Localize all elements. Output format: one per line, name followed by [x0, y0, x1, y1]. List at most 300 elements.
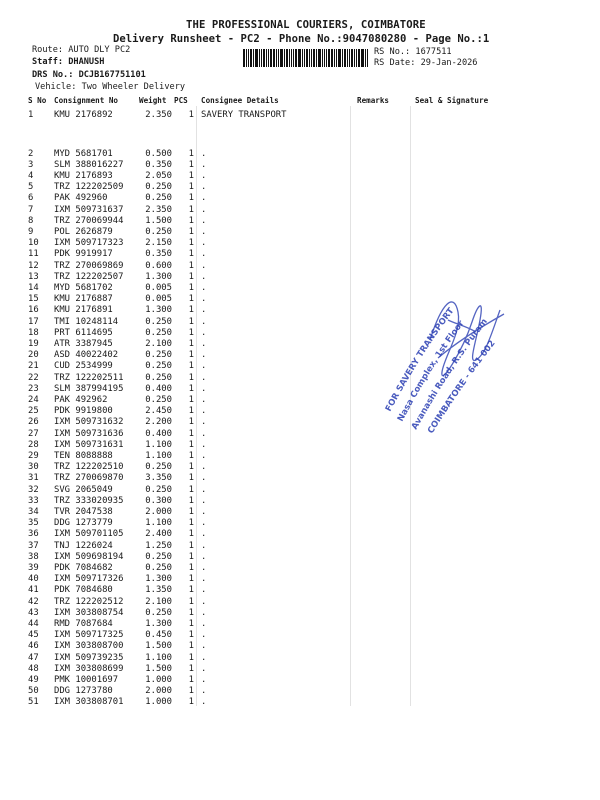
row-weight: 0.250 [145, 551, 172, 562]
row-pcs: 1 [188, 641, 194, 652]
vehicle-label: Vehicle: Two Wheeler Delivery [35, 82, 186, 92]
row-pcs: 1 [188, 238, 194, 249]
row-consignment: TRZ 270069869 [54, 260, 124, 271]
row-consignee: . [201, 361, 207, 372]
row-weight: 1.500 [145, 215, 172, 226]
row-pcs: 1 [188, 439, 194, 450]
row-pcs: 1 [188, 182, 194, 193]
row-weight: 2.200 [145, 417, 172, 428]
row-consignee: . [201, 630, 207, 641]
row-weight: 1.350 [145, 585, 172, 596]
row-consignment: ATR 3387945 [54, 338, 113, 349]
row-pcs: 1 [188, 562, 194, 573]
row-consignment: IXM 509731632 [54, 417, 124, 428]
row-pcs: 1 [188, 686, 194, 697]
row-consignee: . [201, 305, 207, 316]
row-weight: 0.250 [145, 607, 172, 618]
row-pcs: 1 [188, 574, 194, 585]
row-consignee: . [201, 428, 207, 439]
row-sno: 7 [28, 204, 34, 215]
barcode-bar [295, 49, 297, 67]
barcode-bar [266, 49, 267, 67]
row-consignment: TRZ 122202509 [54, 182, 124, 193]
row-consignee: . [201, 148, 207, 159]
row-consignee: . [201, 663, 207, 674]
row-sno: 48 [28, 663, 39, 674]
row-consignment: SLM 387994195 [54, 383, 124, 394]
row-consignment: KMU 2176893 [54, 170, 113, 181]
row-consignee: . [201, 686, 207, 697]
row-sno: 13 [28, 271, 39, 282]
barcode-bar [276, 49, 277, 67]
stamp-line-3: Avanashi Road, R.S. Puram [409, 317, 490, 432]
row-weight: 0.250 [145, 193, 172, 204]
row-sno: 18 [28, 327, 39, 338]
row-pcs: 1 [188, 450, 194, 461]
row-sno: 50 [28, 686, 39, 697]
row-consignment: IXM 303808700 [54, 641, 124, 652]
row-consignment: IXM 509717323 [54, 238, 124, 249]
row-consignment: PAK 492960 [54, 193, 108, 204]
row-pcs: 1 [188, 697, 194, 708]
row-consignee: . [201, 249, 207, 260]
barcode-bar [291, 49, 292, 67]
row-consignment: RMD 7087684 [54, 618, 113, 629]
row-weight: 2.400 [145, 529, 172, 540]
row-consignee: . [201, 406, 207, 417]
row-weight: 0.250 [145, 394, 172, 405]
row-weight: 1.500 [145, 641, 172, 652]
column-header-remarks: Remarks [357, 96, 390, 105]
row-weight: 1.000 [145, 697, 172, 708]
row-consignment: TVR 2047538 [54, 506, 113, 517]
row-consignee: . [201, 562, 207, 573]
row-sno: 43 [28, 607, 39, 618]
row-weight: 2.050 [145, 170, 172, 181]
row-sno: 20 [28, 350, 39, 361]
barcode-bar [347, 49, 348, 67]
row-sno: 41 [28, 585, 39, 596]
row-consignee: . [201, 506, 207, 517]
row-weight: 1.100 [145, 439, 172, 450]
row-pcs: 1 [188, 316, 194, 327]
row-pcs: 1 [188, 406, 194, 417]
row-sno: 46 [28, 641, 39, 652]
row-pcs: 1 [188, 495, 194, 506]
row-consignment: ASD 40022402 [54, 350, 119, 361]
row-consignee: . [201, 551, 207, 562]
rs-date: RS Date: 29-Jan-2026 [374, 58, 478, 68]
row-pcs: 1 [188, 529, 194, 540]
row-pcs: 1 [188, 674, 194, 685]
row-sno: 28 [28, 439, 39, 450]
row-weight: 2.350 [145, 110, 172, 120]
row-consignee: . [201, 215, 207, 226]
row-consignee: . [201, 697, 207, 708]
barcode-bar [293, 49, 294, 67]
row-sno: 42 [28, 596, 39, 607]
row-pcs: 1 [188, 193, 194, 204]
row-consignment: PDK 9919800 [54, 406, 113, 417]
row-sno: 2 [28, 148, 34, 159]
row-pcs: 1 [188, 282, 194, 293]
row-pcs: 1 [188, 417, 194, 428]
row-consignment: KMU 2176891 [54, 305, 113, 316]
row-consignee: . [201, 529, 207, 540]
row-pcs: 1 [188, 484, 194, 495]
row-sno: 1 [28, 110, 34, 120]
row-pcs: 1 [188, 148, 194, 159]
row-pcs: 1 [188, 663, 194, 674]
row-weight: 0.500 [145, 148, 172, 159]
row-consignment: IXM 509731636 [54, 428, 124, 439]
row-consignee: . [201, 585, 207, 596]
row-pcs: 1 [188, 607, 194, 618]
row-consignee: . [201, 540, 207, 551]
row-consignee: . [201, 618, 207, 629]
barcode-bar [316, 49, 317, 67]
row-consignee: . [201, 226, 207, 237]
row-consignment: DDG 1273779 [54, 518, 113, 529]
row-weight: 0.250 [145, 226, 172, 237]
barcode-bar [263, 49, 265, 67]
column-header-weight: Weight [139, 96, 167, 105]
row-sno: 15 [28, 294, 39, 305]
row-consignee: . [201, 260, 207, 271]
row-consignment: TEN 8088888 [54, 450, 113, 461]
row-consignee: . [201, 462, 207, 473]
row-pcs: 1 [188, 170, 194, 181]
row-weight: 2.000 [145, 686, 172, 697]
row-consignment: IXM 509731637 [54, 204, 124, 215]
company-title: THE PROFESSIONAL COURIERS, COIMBATORE [186, 19, 426, 31]
row-consignment: KMU 2176892 [54, 110, 113, 120]
row-consignment: PRT 6114695 [54, 327, 113, 338]
row-sno: 9 [28, 226, 34, 237]
row-sno: 23 [28, 383, 39, 394]
row-pcs: 1 [188, 361, 194, 372]
row-consignee: . [201, 159, 207, 170]
row-sno: 38 [28, 551, 39, 562]
column-divider [196, 106, 197, 706]
row-weight: 0.250 [145, 316, 172, 327]
row-pcs: 1 [188, 226, 194, 237]
row-sno: 30 [28, 462, 39, 473]
row-pcs: 1 [188, 462, 194, 473]
row-consignee: . [201, 372, 207, 383]
barcode-bar [289, 49, 290, 67]
row-consignee: . [201, 674, 207, 685]
row-pcs: 1 [188, 596, 194, 607]
row-sno: 3 [28, 159, 34, 170]
row-consignee: . [201, 417, 207, 428]
row-pcs: 1 [188, 585, 194, 596]
row-weight: 2.000 [145, 506, 172, 517]
row-consignment: IXM 509739235 [54, 652, 124, 663]
barcode-image [243, 49, 369, 67]
row-sno: 27 [28, 428, 39, 439]
row-consignee: . [201, 193, 207, 204]
row-consignee: . [201, 641, 207, 652]
row-pcs: 1 [188, 630, 194, 641]
row-consignee: . [201, 652, 207, 663]
column-header-consignee: Consignee Details [201, 96, 279, 105]
row-weight: 0.350 [145, 159, 172, 170]
row-sno: 14 [28, 282, 39, 293]
row-sno: 35 [28, 518, 39, 529]
barcode-bar [338, 49, 341, 67]
column-header-pcs: PCS [174, 96, 188, 105]
barcode-bar [278, 49, 279, 67]
row-sno: 32 [28, 484, 39, 495]
barcode-bar [367, 49, 368, 67]
barcode-bar [344, 49, 346, 67]
row-pcs: 1 [188, 473, 194, 484]
column-header-consignment: Consignment No [54, 96, 119, 105]
runsheet-title: Delivery Runsheet - PC2 - Phone No.:9047080280 - Page No.:1 [113, 33, 490, 45]
row-weight: 1.500 [145, 663, 172, 674]
barcode-bar [302, 49, 303, 67]
barcode-bar [334, 49, 335, 67]
barcode-bar [304, 49, 305, 67]
row-weight: 2.150 [145, 238, 172, 249]
row-consignment: PAK 492962 [54, 394, 108, 405]
row-sno: 5 [28, 182, 34, 193]
row-pcs: 1 [188, 394, 194, 405]
row-weight: 1.300 [145, 271, 172, 282]
row-weight: 0.250 [145, 182, 172, 193]
row-consignment: MYD 5681701 [54, 148, 113, 159]
row-sno: 37 [28, 540, 39, 551]
row-sno: 33 [28, 495, 39, 506]
row-pcs: 1 [188, 327, 194, 338]
stamp-line-2: Nasa Complex, 1st Floor [395, 318, 467, 424]
row-consignee: . [201, 607, 207, 618]
row-weight: 1.000 [145, 674, 172, 685]
staff-label: Staff: DHANUSH [32, 57, 105, 67]
column-header-seal: Seal & Signature [415, 96, 489, 105]
row-consignment: IXM 303808701 [54, 697, 124, 708]
row-weight: 0.250 [145, 350, 172, 361]
row-consignment: IXM 509731631 [54, 439, 124, 450]
row-consignee: . [201, 182, 207, 193]
barcode-bar [313, 49, 315, 67]
row-consignee: . [201, 394, 207, 405]
row-sno: 21 [28, 361, 39, 372]
barcode-bar [268, 49, 269, 67]
row-consignment: PDK 7084682 [54, 562, 113, 573]
row-pcs: 1 [188, 215, 194, 226]
barcode-bar [356, 49, 357, 67]
row-pcs: 1 [188, 294, 194, 305]
row-weight: 0.400 [145, 383, 172, 394]
row-pcs: 1 [188, 506, 194, 517]
row-pcs: 1 [188, 540, 194, 551]
row-consignment: IXM 509701105 [54, 529, 124, 540]
row-consignment: SLM 388016227 [54, 159, 124, 170]
row-consignment: IXM 303808754 [54, 607, 124, 618]
barcode-bar [365, 49, 366, 67]
row-consignment: MYD 5681702 [54, 282, 113, 293]
row-consignee: . [201, 338, 207, 349]
row-sno: 36 [28, 529, 39, 540]
row-weight: 3.350 [145, 473, 172, 484]
barcode-bar [309, 49, 310, 67]
row-consignee: . [201, 327, 207, 338]
row-weight: 1.300 [145, 574, 172, 585]
row-weight: 0.005 [145, 282, 172, 293]
barcode-bar [358, 49, 360, 67]
row-sno: 16 [28, 305, 39, 316]
stamp-line-4: COIMBATORE - 641 002 [426, 338, 498, 436]
row-pcs: 1 [188, 305, 194, 316]
row-sno: 11 [28, 249, 39, 260]
barcode-bar [243, 49, 245, 67]
row-pcs: 1 [188, 518, 194, 529]
row-pcs: 1 [188, 338, 194, 349]
row-weight: 1.100 [145, 518, 172, 529]
barcode-bar [246, 49, 247, 67]
barcode-bar [253, 49, 254, 67]
barcode-bar [248, 49, 249, 67]
row-weight: 2.350 [145, 204, 172, 215]
barcode-bar [250, 49, 252, 67]
row-weight: 0.300 [145, 495, 172, 506]
row-consignment: TRZ 122202511 [54, 372, 124, 383]
row-weight: 1.250 [145, 540, 172, 551]
row-consignment: IXM 303808699 [54, 663, 124, 674]
row-sno: 34 [28, 506, 39, 517]
row-consignee: SAVERY TRANSPORT [201, 110, 287, 120]
barcode-bar [318, 49, 321, 67]
row-consignment: TRZ 333020935 [54, 495, 124, 506]
barcode-bar [349, 49, 350, 67]
row-weight: 2.450 [145, 406, 172, 417]
row-weight: 0.400 [145, 428, 172, 439]
row-sno: 47 [28, 652, 39, 663]
row-sno: 10 [28, 238, 39, 249]
row-consignee: . [201, 204, 207, 215]
row-consignment: PDK 7084680 [54, 585, 113, 596]
row-consignment: KMU 2176887 [54, 294, 113, 305]
row-pcs: 1 [188, 159, 194, 170]
row-pcs: 1 [188, 350, 194, 361]
barcode-bar [328, 49, 330, 67]
row-consignee: . [201, 450, 207, 461]
stamp-line-1: FOR SAVERY TRANSPORT [383, 306, 457, 414]
row-consignment: TRZ 122202507 [54, 271, 124, 282]
row-consignment: POL 2626879 [54, 226, 113, 237]
row-consignment: TRZ 270069870 [54, 473, 124, 484]
barcode-bar [284, 49, 285, 67]
row-pcs: 1 [188, 204, 194, 215]
row-pcs: 1 [188, 551, 194, 562]
row-weight: 1.100 [145, 652, 172, 663]
barcode-bar [326, 49, 327, 67]
row-consignee: . [201, 170, 207, 181]
barcode-bar [354, 49, 355, 67]
column-header-sno: S No [28, 96, 47, 105]
row-weight: 2.100 [145, 338, 172, 349]
row-sno: 51 [28, 697, 39, 708]
row-weight: 1.300 [145, 305, 172, 316]
row-consignment: TRZ 270069944 [54, 215, 124, 226]
column-divider [350, 106, 351, 706]
row-consignee: . [201, 271, 207, 282]
route-label: Route: AUTO DLY PC2 [32, 45, 131, 55]
barcode-bar [342, 49, 343, 67]
row-consignee: . [201, 484, 207, 495]
row-sno: 24 [28, 394, 39, 405]
row-consignment: CUD 2534999 [54, 361, 113, 372]
row-sno: 26 [28, 417, 39, 428]
row-consignee: . [201, 518, 207, 529]
row-weight: 0.450 [145, 630, 172, 641]
row-consignment: TRZ 122202512 [54, 596, 124, 607]
row-pcs: 1 [188, 652, 194, 663]
row-weight: 0.250 [145, 462, 172, 473]
barcode-bar [255, 49, 258, 67]
row-consignee: . [201, 596, 207, 607]
row-pcs: 1 [188, 260, 194, 271]
row-sno: 12 [28, 260, 39, 271]
barcode-bar [286, 49, 288, 67]
company-stamp-image [372, 262, 537, 437]
barcode-bar [331, 49, 333, 67]
row-pcs: 1 [188, 249, 194, 260]
row-sno: 22 [28, 372, 39, 383]
row-weight: 0.005 [145, 294, 172, 305]
row-weight: 0.250 [145, 562, 172, 573]
row-sno: 25 [28, 406, 39, 417]
row-weight: 2.100 [145, 596, 172, 607]
barcode-bar [361, 49, 364, 67]
row-consignment: PDK 9919917 [54, 249, 113, 260]
row-sno: 39 [28, 562, 39, 573]
row-pcs: 1 [188, 110, 194, 120]
row-sno: 8 [28, 215, 34, 226]
rs-number: RS No.: 1677511 [374, 47, 452, 57]
row-pcs: 1 [188, 618, 194, 629]
row-weight: 0.600 [145, 260, 172, 271]
row-consignment: PMK 10001697 [54, 674, 119, 685]
row-consignment: IXM 509698194 [54, 551, 124, 562]
row-consignee: . [201, 316, 207, 327]
row-consignee: . [201, 282, 207, 293]
row-consignment: DDG 1273780 [54, 686, 113, 697]
drs-number: DRS No.: DCJB167751101 [32, 70, 146, 80]
row-weight: 0.250 [145, 372, 172, 383]
row-consignee: . [201, 294, 207, 305]
barcode-bar [280, 49, 283, 67]
barcode-bar [261, 49, 262, 67]
row-sno: 49 [28, 674, 39, 685]
row-weight: 0.250 [145, 327, 172, 338]
row-sno: 31 [28, 473, 39, 484]
row-sno: 19 [28, 338, 39, 349]
row-pcs: 1 [188, 383, 194, 394]
row-sno: 29 [28, 450, 39, 461]
row-sno: 44 [28, 618, 39, 629]
row-consignment: TRZ 122202510 [54, 462, 124, 473]
row-consignee: . [201, 238, 207, 249]
row-weight: 1.300 [145, 618, 172, 629]
row-consignment: SVG 2065049 [54, 484, 113, 495]
barcode-bar [336, 49, 337, 67]
row-sno: 45 [28, 630, 39, 641]
row-consignee: . [201, 574, 207, 585]
row-pcs: 1 [188, 372, 194, 383]
